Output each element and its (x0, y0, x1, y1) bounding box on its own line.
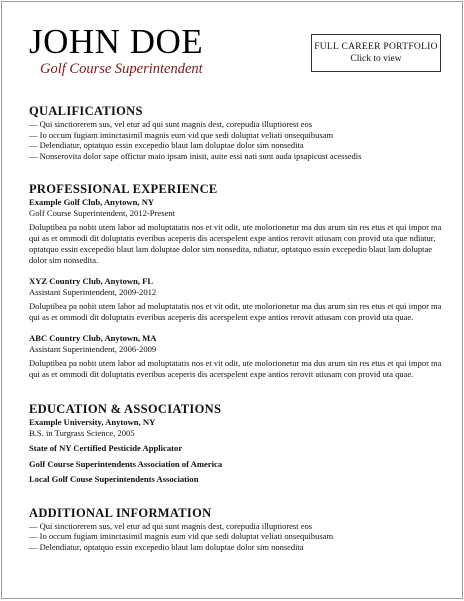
additional-list (29, 521, 444, 553)
experience-section (29, 182, 444, 380)
certification-item: Local Golf Couse Superintendents Association (29, 474, 199, 484)
education-heading: EDUCATION & ASSOCIATIONS (29, 402, 222, 416)
certification-item: State of NY Certified Pesticide Applicator (29, 443, 183, 453)
list-item: — Qui sinctiorerem sus, vel etur ad qui sunt magnis dest, corepudia illuptiorest eos (29, 119, 444, 130)
qualifications-section (29, 104, 444, 161)
certification-item: Golf Course Superintendents Association of America (29, 458, 223, 469)
job-role: Golf Course Superintendent, 2012-Present (29, 207, 176, 218)
list-item: — Io occum fugiam iminctasimil magnis eum vid que sedi doluptat veliati onsequibusam (29, 130, 444, 141)
list-item: — Qui sinctiorerem sus, vel etur ad qui sunt magnis dest, corepudia illuptiorest eos (29, 521, 444, 532)
list-item: — Delendiatur, optatquo essin excepedio blaut lam doluptae dolor sim nonsedita (29, 140, 444, 151)
portfolio-cta: Click to view (350, 54, 402, 64)
job-description: Doluptibea pa nobit utem labor ad moluptatatis nos et vit odit, ute molorionetur ma dus arum sin res etus et qui impor ma qui as et ommodi dit doluptatis everibus aceperis dis acerspelent expe antios rerovit atiusam con provid uta quae. (29, 358, 442, 379)
list-item: — Delendiatur, optatquo essin excepedio blaut lam doluptae dolor sim nonsedita (29, 542, 444, 553)
experience-heading: PROFESSIONAL EXPERIENCE (29, 182, 218, 196)
degree: B.S. in Turgrass Science, 2005 (29, 427, 135, 438)
job-employer: ABC Country Club, Anytown, MA (29, 333, 157, 343)
job-description: Doluptibea pa nobit utem labor ad moluptatatis nos et vit odit, ute molorionetur ma dus arum sin res etus et qui impor ma qui as et ommodi dit doluptatis everibus aceperis dis acerspelent expe antios rerovit atiusam con provid uta que ndiatur, optatquo essin excepedio blaut lam doluptae dolor sim nonsedita, ndiatur, optatquo essin excepedio blaut lam doluptae dolor sim nonsedita. (29, 222, 442, 265)
job-role: Assistant Superintendent, 2009-2012 (29, 286, 157, 297)
resume-page (1, 1, 463, 599)
job-role: Assistant Superintendent, 2006-2009 (29, 343, 157, 354)
resume-content (29, 104, 444, 552)
qualifications-list (29, 119, 444, 161)
job-description: Doluptibea pa nobit utem labor ad moluptatatis nos et vit odit, ute molorionetur ma dus arum sin res etus et qui impor ma qui as et ommodi dit doluptatis everibus aceperis dis acerspelent expe antios rerovit atiusam con provid uta quae. (29, 301, 442, 322)
list-item: — Nonserovita dolor sape offictur maio ipsam inisit, auite essi nati sunt auda ipsapicust acessedis (29, 151, 444, 162)
school-name: Example University, Anytown, NY (29, 417, 156, 427)
additional-section (29, 506, 444, 553)
job-entry (29, 276, 444, 323)
job-employer: XYZ Country Club, Anytown, FL (29, 276, 154, 286)
education-section (29, 402, 444, 485)
portfolio-label: FULL CAREER PORTFOLIO (314, 42, 438, 52)
candidate-title: Golf Course Superintendent (40, 61, 203, 77)
candidate-name: JOHN DOE (29, 22, 204, 61)
additional-heading: ADDITIONAL INFORMATION (29, 505, 212, 520)
job-entry (29, 197, 444, 266)
career-portfolio-button[interactable] (311, 34, 441, 72)
job-entry (29, 333, 444, 380)
job-employer: Example Golf Club, Anytown, NY (29, 197, 155, 207)
qualifications-heading: QUALIFICATIONS (29, 104, 143, 118)
list-item: — Io occum fugiam iminctasimil magnis eum vid que sedi doluptat veliati onsequibusam (29, 531, 444, 542)
